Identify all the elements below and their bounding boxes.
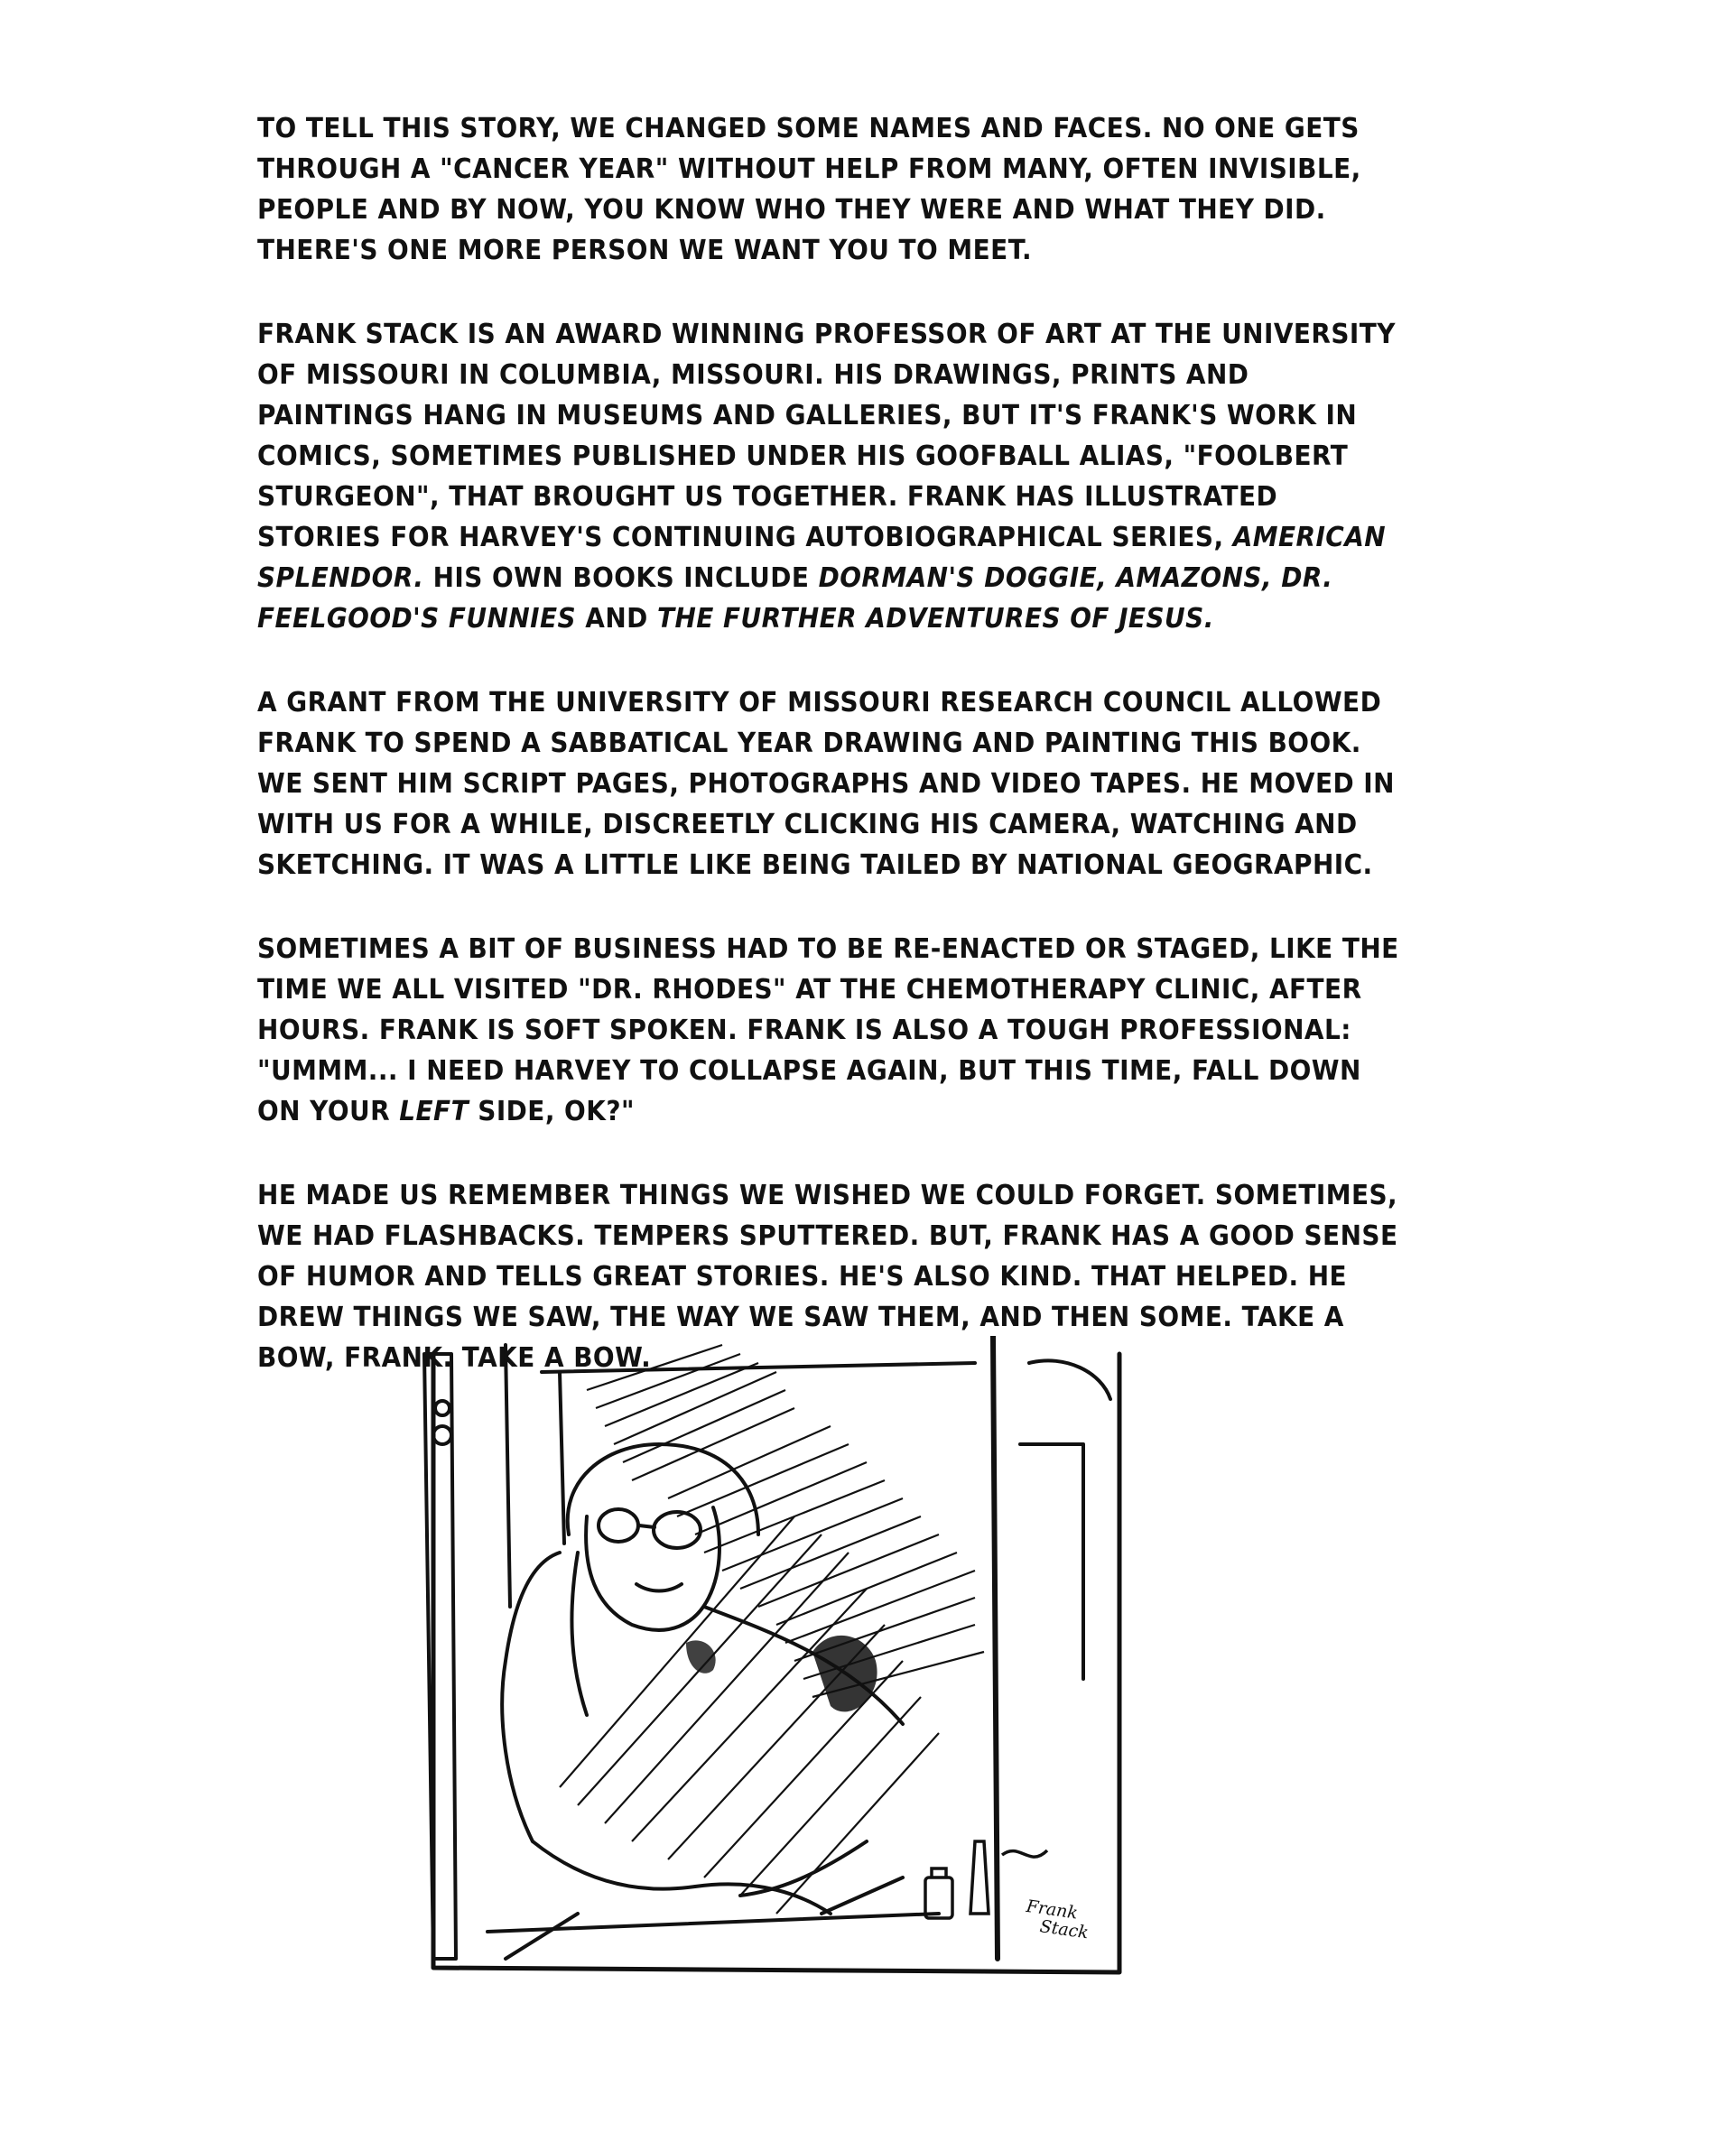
artist-self-portrait-illustration [397, 1336, 1156, 1977]
emphasis-left: LEFT [399, 1096, 469, 1127]
paragraph-3-text: A GRANT FROM THE UNIVERSITY OF MISSOURI RESEARCH COUNCIL ALLOWED FRANK TO SPEND A SABBATICAL YEAR DRAWING AND PAINTING THIS BOOK. WE SENT HIM SCRIPT PAGES, PHOTOGRAPHS AND VIDEO TAPES. HE MOVED IN WITH US FOR A WHILE, DISCREETLY CLICKING HIS CAMERA, WATCHING AND SKETCHING. IT WAS A LITTLE LIKE BEING TAILED BY NATIONAL GEOGRAPHIC. [257, 687, 1395, 881]
paragraph-4-text-c: SIDE, OK?" [469, 1096, 635, 1127]
paragraph-1 [257, 108, 1399, 271]
paragraph-2-text-a: FRANK STACK IS AN AWARD WINNING PROFESSOR OF ART AT THE UNIVERSITY OF MISSOURI IN COLUMBIA, MISSOURI. HIS DRAWINGS, PRINTS AND PAINTINGS HANG IN MUSEUMS AND GALLERIES, BUT IT'S FRANK'S WORK IN COMICS, SOMETIMES PUBLISHED UNDER HIS GOOFBALL ALIAS, "FOOLBERT STURGEON", THAT BROUGHT US TOGETHER. FRANK HAS ILLUSTRATED STORIES FOR HARVEY'S CONTINUING AUTOBIOGRAPHICAL SERIES, [257, 319, 1396, 553]
signature-line-1: Frank [1025, 1896, 1080, 1924]
paragraph-2 [257, 314, 1399, 639]
paragraph-1-text: TO TELL THIS STORY, WE CHANGED SOME NAMES AND FACES. NO ONE GETS THROUGH A "CANCER YEAR" WITHOUT HELP FROM MANY, OFTEN INVISIBLE, PEOPLE AND BY NOW, YOU KNOW WHO THEY WERE AND WHAT THEY DID. THERE'S ONE MORE PERSON WE WANT YOU TO MEET. [257, 113, 1361, 266]
paragraph-3 [257, 682, 1399, 885]
title-books-list: DORMAN'S DOGGIE, AMAZONS, DR. FEELGOOD'S FUNNIES [257, 562, 1333, 635]
artist-drawing [397, 1336, 1156, 1977]
paragraph-4-text-a: SOMETIMES A BIT OF BUSINESS HAD TO BE RE-ENACTED OR STAGED, LIKE THE TIME WE ALL VISITED "DR. RHODES" AT THE CHEMOTHERAPY CLINIC, AFTER HOURS. FRANK IS SOFT SPOKEN. FRANK IS ALSO A TOUGH PROFESSIONAL: "UMMM... I NEED HARVEY TO COLLAPSE AGAIN, BUT THIS TIME, FALL DOWN ON YOUR [257, 933, 1399, 1127]
paragraph-4 [257, 929, 1399, 1132]
paragraph-2-text-c: HIS OWN BOOKS INCLUDE [423, 562, 819, 594]
paragraph-2-text-e: AND [576, 603, 657, 635]
title-further-adventures: THE FURTHER ADVENTURES OF JESUS. [656, 603, 1214, 635]
foreword-text [257, 108, 1485, 1422]
paragraph-5-text: HE MADE US REMEMBER THINGS WE WISHED WE COULD FORGET. SOMETIMES, WE HAD FLASHBACKS. TEMPERS SPUTTERED. BUT, FRANK HAS A GOOD SENSE OF HUMOR AND TELLS GREAT STORIES. HE'S ALSO KIND. THAT HELPED. HE DREW THINGS WE SAW, THE WAY WE SAW THEM, AND THEN SOME. TAKE A BOW, FRANK. TAKE A BOW. [257, 1180, 1398, 1374]
signature-line-2: Stack [1038, 1916, 1091, 1943]
title-american-splendor: AMERICAN SPLENDOR. [257, 522, 1387, 594]
